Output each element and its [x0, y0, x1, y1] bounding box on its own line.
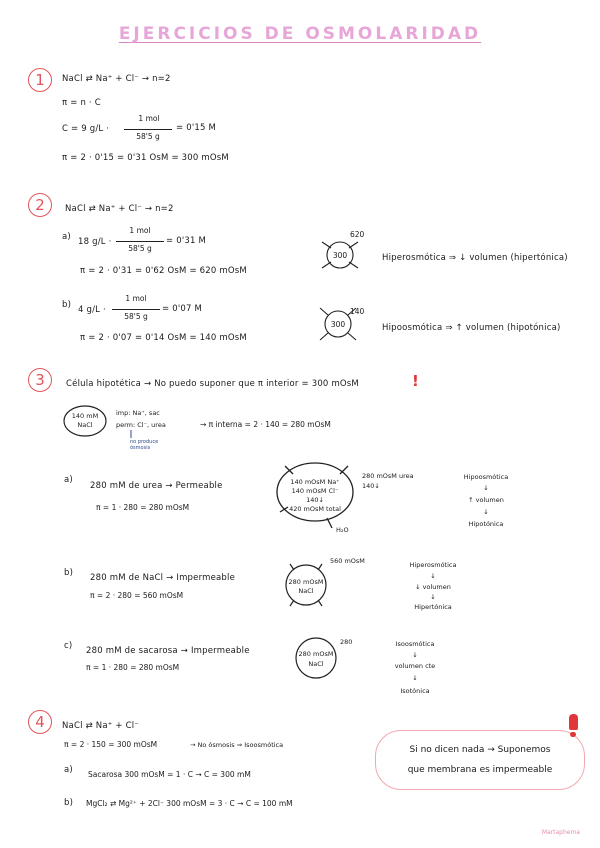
- ex2-b-result: Hipoosmótica ⇒ ↑ volumen (hipotónica): [382, 323, 561, 333]
- ex1-conc-result: = 0'15 M: [176, 123, 217, 133]
- ex2-a-pi: π = 2 · 0'31 = 0'62 OsM = 620 mOsM: [80, 266, 247, 276]
- ex3-c-outside: 280: [340, 638, 353, 646]
- ex3-c-line2: π = 1 · 280 = 280 mOsM: [86, 663, 180, 672]
- ex3-b-r5: Hipertónica: [414, 603, 452, 611]
- ex2-equation: NaCl ⇄ Na⁺ + Cl⁻ → n=2: [65, 204, 174, 214]
- note-line-2: que membrana es impermeable: [407, 765, 553, 775]
- ex3-b-cell-1: 280 mOsM: [288, 578, 324, 586]
- ex2-a-result: Hiperosmótica ⇒ ↓ volumen (hipertónica): [382, 253, 568, 263]
- ex2-b-frac-num: 1 mol: [125, 294, 147, 303]
- ex3-b-line2: π = 2 · 280 = 560 mOsM: [90, 591, 184, 600]
- exercise-number-1: 1: [28, 68, 52, 92]
- ex3-b-r3: ↓ volumen: [415, 583, 451, 591]
- ex2-a-cell-inside: 300: [332, 251, 348, 260]
- ex4-a-label: a): [64, 765, 73, 775]
- ex3-b-cell-diagram: [286, 564, 326, 606]
- ex3-c-cell-1: 280 mOsM: [298, 650, 334, 658]
- ex3-b-outside: 560 mOsM: [330, 557, 365, 565]
- ex4-b-label: b): [64, 798, 74, 808]
- ex3-a-r1: Hipoosmótica: [463, 473, 509, 481]
- ex3-intro: Célula hipotética → No puedo suponer que π interior = 300 mOsM: [66, 379, 359, 389]
- ex2-b-pi: π = 2 · 0'07 = 0'14 OsM = 140 mOsM: [80, 333, 247, 343]
- ex3-cell-line1: 140 mM: [71, 412, 99, 420]
- ex2-b-cell-inside: 300: [330, 320, 346, 329]
- ex2-a-label: a): [62, 232, 71, 242]
- ex3-cell-line2: NaCl: [77, 421, 93, 429]
- page-title: EJERCICIOS DE OSMOLARIDAD: [118, 24, 482, 44]
- exercise-number-4: 4: [28, 710, 52, 734]
- ex3-c-r5: Isotónica: [400, 687, 430, 695]
- ex3-b-r4: ↓: [430, 593, 436, 601]
- ex2-a-frac-den: 58'5 g: [116, 241, 164, 253]
- ex2-b-frac-den: 58'5 g: [112, 309, 160, 321]
- ex3-c-cell-diagram: [296, 638, 336, 678]
- ex2-a-frac-num: 1 mol: [129, 226, 151, 235]
- ex3-pi-interior: → π interna = 2 · 140 = 280 mOsM: [200, 420, 331, 429]
- ex3-c-cell-2: NaCl: [308, 660, 324, 668]
- ex3-exclamation: !: [412, 372, 419, 390]
- ex4-equation: NaCl ⇄ Na⁺ + Cl⁻: [62, 721, 139, 731]
- ex2-a-conc-result: = 0'31 M: [166, 236, 207, 246]
- ex3-a-line2: π = 1 · 280 = 280 mOsM: [96, 503, 190, 512]
- ex3-a-cell-diagram: [277, 463, 353, 528]
- exercise-number-2: 2: [28, 193, 52, 217]
- ex1-pi-result: π = 2 · 0'15 = 0'31 OsM = 300 mOsM: [62, 153, 229, 163]
- ex3-a-cell-1: 140 mOsM Na⁺: [290, 478, 340, 486]
- ex3-intro-cell: [64, 406, 106, 436]
- ex3-a-line1: 280 mM de urea → Permeable: [90, 481, 223, 491]
- ex3-b-cell-2: NaCl: [298, 587, 314, 595]
- ex1-conc-prefix: C = 9 g/L ·: [62, 124, 110, 134]
- ex1-formula: π = n · C: [62, 98, 101, 108]
- ex3-a-outside2: 140↓: [362, 482, 380, 490]
- ex2-a-cell-diagram: [322, 242, 358, 268]
- ex2-b-cell-diagram: [320, 308, 356, 340]
- ex3-a-r4: ↓: [483, 508, 489, 516]
- note-line-1: Si no dicen nada → Suponemos: [409, 745, 551, 755]
- ex3-a-r2: ↓: [483, 484, 489, 492]
- ex3-c-r1: Isoosmótica: [395, 640, 435, 648]
- ex2-b-label: b): [62, 300, 72, 310]
- ex2-b-conc-prefix: 4 g/L ·: [78, 305, 106, 315]
- exercise-number-3: 3: [28, 368, 52, 392]
- ex3-c-line1: 280 mM de sacarosa → Impermeable: [86, 646, 250, 656]
- ex1-frac-den: 58'5 g: [124, 129, 172, 141]
- ex3-a-r5: Hipotónica: [468, 520, 504, 528]
- ex1-frac-num: 1 mol: [138, 114, 160, 123]
- ex3-b-line1: 280 mM de NaCl → Impermeable: [90, 573, 236, 583]
- ex4-pi: π = 2 · 150 = 300 mOsM: [64, 740, 158, 749]
- ex4-arrow-note: → No ósmosis ⇒ Isoosmótica: [190, 741, 284, 749]
- ex2-a-cell-outside: 620: [350, 230, 365, 239]
- ex2-a-conc-prefix: 18 g/L ·: [78, 237, 112, 247]
- ex3-no-osmosis-note: no produce ósmosis: [130, 439, 159, 451]
- ex4-a-text: Sacarosa 300 mOsM = 1 · C → C = 300 mM: [88, 770, 251, 779]
- ex3-c-r3: volumen cte: [394, 662, 436, 670]
- ex3-a-h2o: H₂O: [336, 526, 349, 534]
- ex3-a-r3: ↑ volumen: [468, 496, 504, 504]
- ex3-impermeable: imp: Na⁺, sac: [116, 409, 160, 417]
- ex3-b-label: b): [64, 568, 74, 578]
- ex3-c-r2: ↓: [412, 651, 418, 659]
- ex2-b-cell-outside: 140: [350, 307, 365, 316]
- ex3-b-r2: ↓: [430, 572, 436, 580]
- ex4-b-text: MgCl₂ ⇄ Mg²⁺ + 2Cl⁻ 300 mOsM = 3 · C → C = 100 mM: [86, 799, 293, 808]
- ex3-a-cell-4: 420 mOsM total: [289, 505, 341, 513]
- ex3-c-r4: ↓: [412, 674, 418, 682]
- ex3-c-label: c): [64, 641, 73, 651]
- ex3-a-cell-3: 140↓: [306, 496, 324, 504]
- ex3-a-outside: 280 mOsM urea: [362, 472, 414, 480]
- ex3-a-label: a): [64, 475, 73, 485]
- ex1-equation: NaCl ⇄ Na⁺ + Cl⁻ → n=2: [62, 74, 171, 84]
- ex3-b-r1: Hiperosmótica: [409, 561, 457, 569]
- ex3-a-cell-2: 140 mOsM Cl⁻: [291, 487, 339, 495]
- ex2-b-conc-result: = 0'07 M: [162, 304, 203, 314]
- ex3-permeable: perm: Cl⁻, urea: [116, 421, 166, 429]
- watermark: Martaphema: [541, 829, 580, 836]
